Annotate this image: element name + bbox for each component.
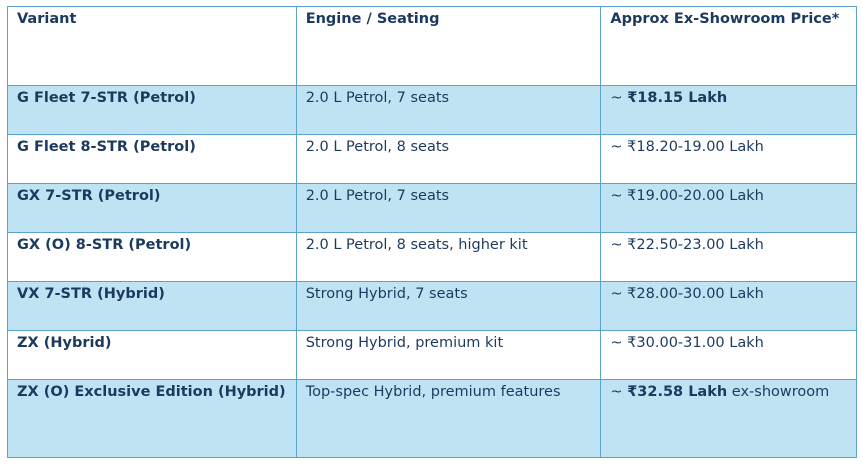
- engine-cell: Top-spec Hybrid, premium features: [296, 380, 601, 458]
- variant-cell: G Fleet 8-STR (Petrol): [8, 135, 297, 184]
- engine-cell: Strong Hybrid, premium kit: [296, 331, 601, 380]
- price-prefix: ~ ₹19.00-20.00 Lakh: [610, 188, 764, 204]
- table-row: [8, 184, 857, 233]
- engine-cell: 2.0 L Petrol, 8 seats, higher kit: [296, 233, 601, 282]
- price-prefix: ~ ₹22.50-23.00 Lakh: [610, 237, 764, 253]
- price-bold: ₹32.58 Lakh: [627, 384, 728, 400]
- price-prefix: ~ ₹18.20-19.00 Lakh: [610, 139, 764, 155]
- variant-cell: GX 7-STR (Petrol): [8, 184, 297, 233]
- header-variant: Variant: [8, 7, 297, 86]
- price-cell: [601, 86, 857, 135]
- engine-cell: 2.0 L Petrol, 8 seats: [296, 135, 601, 184]
- price-prefix: ~ ₹28.00-30.00 Lakh: [610, 286, 764, 302]
- table-row: [8, 86, 857, 135]
- header-price: Approx Ex-Showroom Price*: [601, 7, 857, 86]
- price-cell: [601, 380, 857, 458]
- price-cell: [601, 331, 857, 380]
- table-row: [8, 233, 857, 282]
- variant-cell: ZX (O) Exclusive Edition (Hybrid): [8, 380, 297, 458]
- table-row: [8, 135, 857, 184]
- price-prefix: ~: [610, 90, 628, 106]
- price-prefix: ~: [610, 384, 628, 400]
- variant-cell: VX 7-STR (Hybrid): [8, 282, 297, 331]
- variant-price-table: [7, 6, 857, 458]
- variant-cell: GX (O) 8-STR (Petrol): [8, 233, 297, 282]
- price-cell: [601, 184, 857, 233]
- header-engine-seating: Engine / Seating: [296, 7, 601, 86]
- table-row: [8, 282, 857, 331]
- price-rest: ex-showroom: [727, 384, 830, 400]
- price-cell: [601, 282, 857, 331]
- variant-cell: ZX (Hybrid): [8, 331, 297, 380]
- engine-cell: Strong Hybrid, 7 seats: [296, 282, 601, 331]
- table-row: [8, 331, 857, 380]
- price-prefix: ~ ₹30.00-31.00 Lakh: [610, 335, 764, 351]
- price-bold: ₹18.15 Lakh: [627, 90, 728, 106]
- price-cell: [601, 233, 857, 282]
- table-row: [8, 380, 857, 458]
- price-cell: [601, 135, 857, 184]
- engine-cell: 2.0 L Petrol, 7 seats: [296, 86, 601, 135]
- engine-cell: 2.0 L Petrol, 7 seats: [296, 184, 601, 233]
- variant-cell: G Fleet 7-STR (Petrol): [8, 86, 297, 135]
- table-header-row: [8, 7, 857, 86]
